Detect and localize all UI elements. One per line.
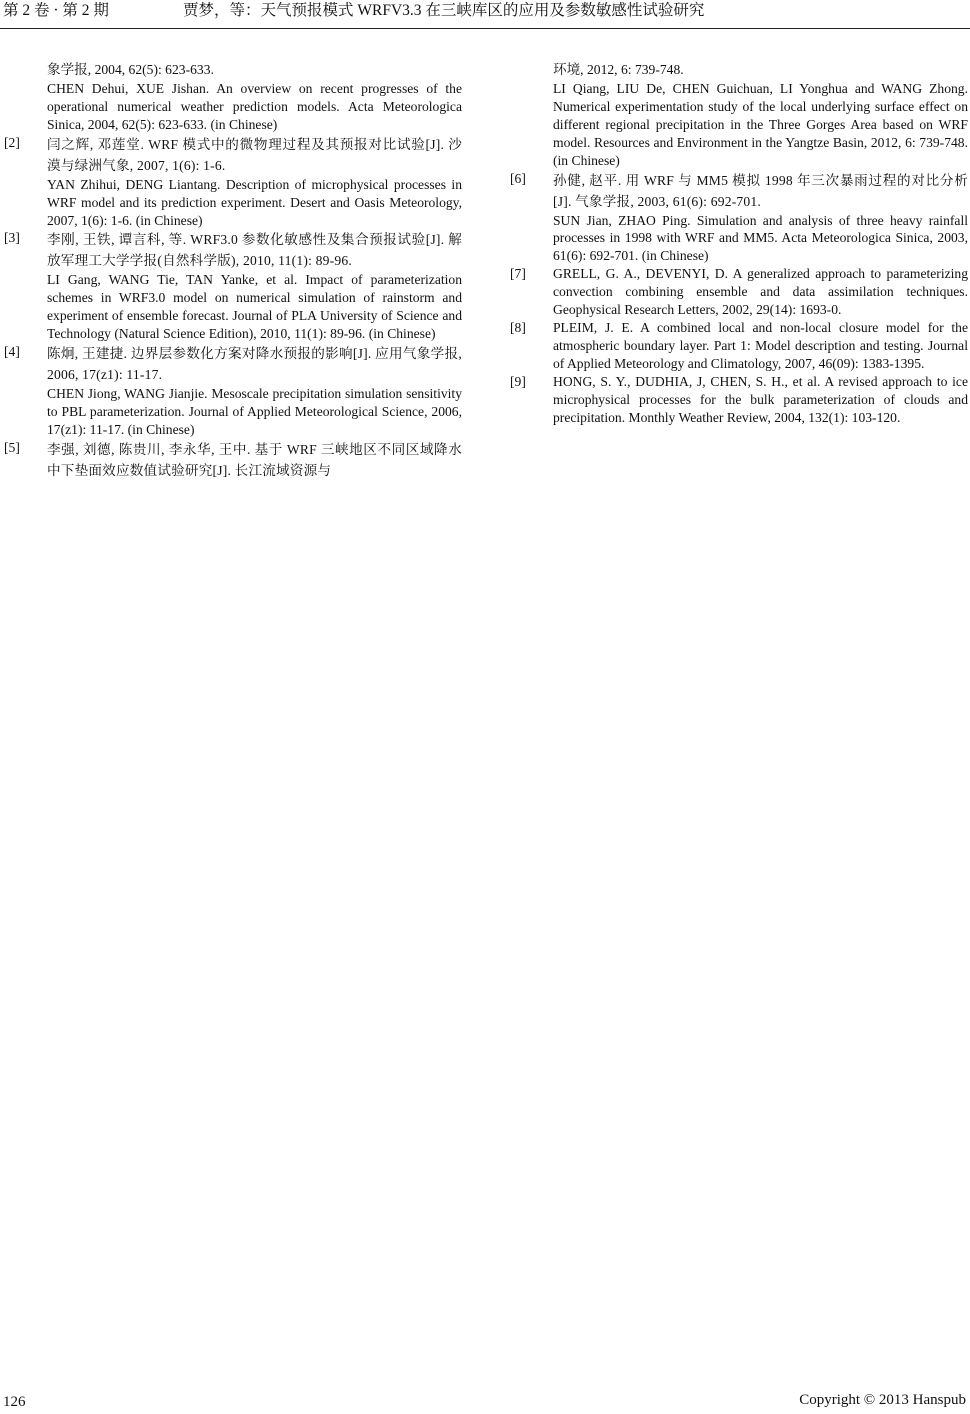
reference-english: GRELL, G. A., DEVENYI, D. A generalized approach to parameterizing convection combining ensemble and data assimilation techniques. Geophysical Research Letters, 2002, 29(14): 1693-0. [553,266,968,318]
reference-english: CHEN Jiong, WANG Jianjie. Mesoscale precipitation simulation sensitivity to PBL parameterization. Journal of Applied Meteorological Science, 2006, 17(z1): 11-17. (in Chinese) [47,386,462,437]
left-column [0,59,462,481]
running-header [0,0,970,29]
journal-issue: 第 2 卷 · 第 2 期 [3,2,109,19]
right-column [506,59,968,426]
copyright-notice: Copyright © 2013 Hanspub [799,1392,966,1408]
reference-number: [7] [510,266,526,282]
reference-number: [8] [510,319,526,335]
reference-chinese: 李刚, 王铁, 谭言科, 等. WRF3.0 参数化敏感性及集合预报试验[J]. 解放军理工大学学报(自然科学版), 2010, 11(1): 89-96. [47,232,462,269]
reference-1-continued [0,59,462,134]
reference-chinese: 闫之辉, 邓莲堂. WRF 模式中的微物理过程及其预报对比试验[J]. 沙漠与绿洲气象, 2007, 1(6): 1-6. [47,136,462,173]
reference-english: PLEIM, J. E. A combined local and non-local closure model for the atmospheric boundary layer. Part 1: Model description and testing. Journal of Applied Meteorology and Climatology, 2007, 46(09): 1383-1395. [553,319,968,371]
reference-5 [0,439,462,481]
reference-english: LI Gang, WANG Tie, TAN Yanke, et al. Impact of parameterization schemes in WRF3.0 model on numerical simulation of rainstorm and experiment of ensemble forecast. Journal of PLA University of Science and Technology (Natural Science Edition), 2010, 11(1): 89-96. (in Chinese) [47,272,462,342]
reference-chinese: 环境, 2012, 6: 739-748. [553,62,684,77]
reference-english: HONG, S. Y., DUDHIA, J, CHEN, S. H., et al. A revised approach to ice microphysical processes for the bulk parameterization of clouds and precipitation. Monthly Weather Review, 2004, 132(1): 103-120. [553,373,968,425]
reference-chinese: 李强, 刘德, 陈贵川, 李永华, 王中. 基于 WRF 三峡地区不同区域降水中下垫面效应数值试验研究[J]. 长江流域资源与 [47,441,462,478]
reference-3 [0,229,462,343]
reference-5-continued [506,59,968,170]
page-number: 126 [3,1394,26,1410]
reference-english: YAN Zhihui, DENG Liantang. Description of microphysical processes in WRF model and its prediction experiment. Desert and Oasis Meteorology, 2007, 1(6): 1-6. (in Chinese) [47,176,462,228]
reference-english: CHEN Dehui, XUE Jishan. An overview on recent progresses of the operational numerical weather prediction models. Acta Meteorologica Sinica, 2004, 62(5): 623-633. (in Chinese) [47,81,462,132]
reference-4 [0,343,462,439]
reference-number: [4] [4,344,20,360]
reference-number: [3] [4,230,20,246]
reference-english: SUN Jian, ZHAO Ping. Simulation and analysis of three heavy rainfall processes in 1998 with WRF and MM5. Acta Meteorologica Sinica, 2003, 61(6): 692-701. (in Chinese) [553,212,968,264]
reference-chinese: 陈炯, 王建捷. 边界层参数化方案对降水预报的影响[J]. 应用气象学报, 2006, 17(z1): 11-17. [47,346,462,383]
reference-8 [506,319,968,373]
reference-chinese: 象学报, 2004, 62(5): 623-633. [47,62,214,77]
reference-english: LI Qiang, LIU De, CHEN Guichuan, LI Yonghua and WANG Zhong. Numerical experimentation study of the local underlying surface effect on different regional precipitation in the Three Gorges Area based on WRF model. Resources and Environment in the Yangtze Basin, 2012, 6: 739-748. (in Chinese) [553,81,968,168]
running-title: 贾梦，等：天气预报模式 WRFV3.3 在三峡库区的应用及参数敏感性试验研究 [183,2,705,19]
reference-number: [2] [4,134,20,150]
reference-2 [0,134,462,230]
reference-number: [5] [4,439,20,455]
reference-number: [9] [510,373,526,389]
reference-number: [6] [510,170,526,186]
reference-6 [506,170,968,266]
reference-9 [506,373,968,427]
reference-chinese: 孙健, 赵平. 用 WRF 与 MM5 模拟 1998 年三次暴雨过程的对比分析[J]. 气象学报, 2003, 61(6): 692-701. [553,172,968,209]
reference-7 [506,265,968,319]
